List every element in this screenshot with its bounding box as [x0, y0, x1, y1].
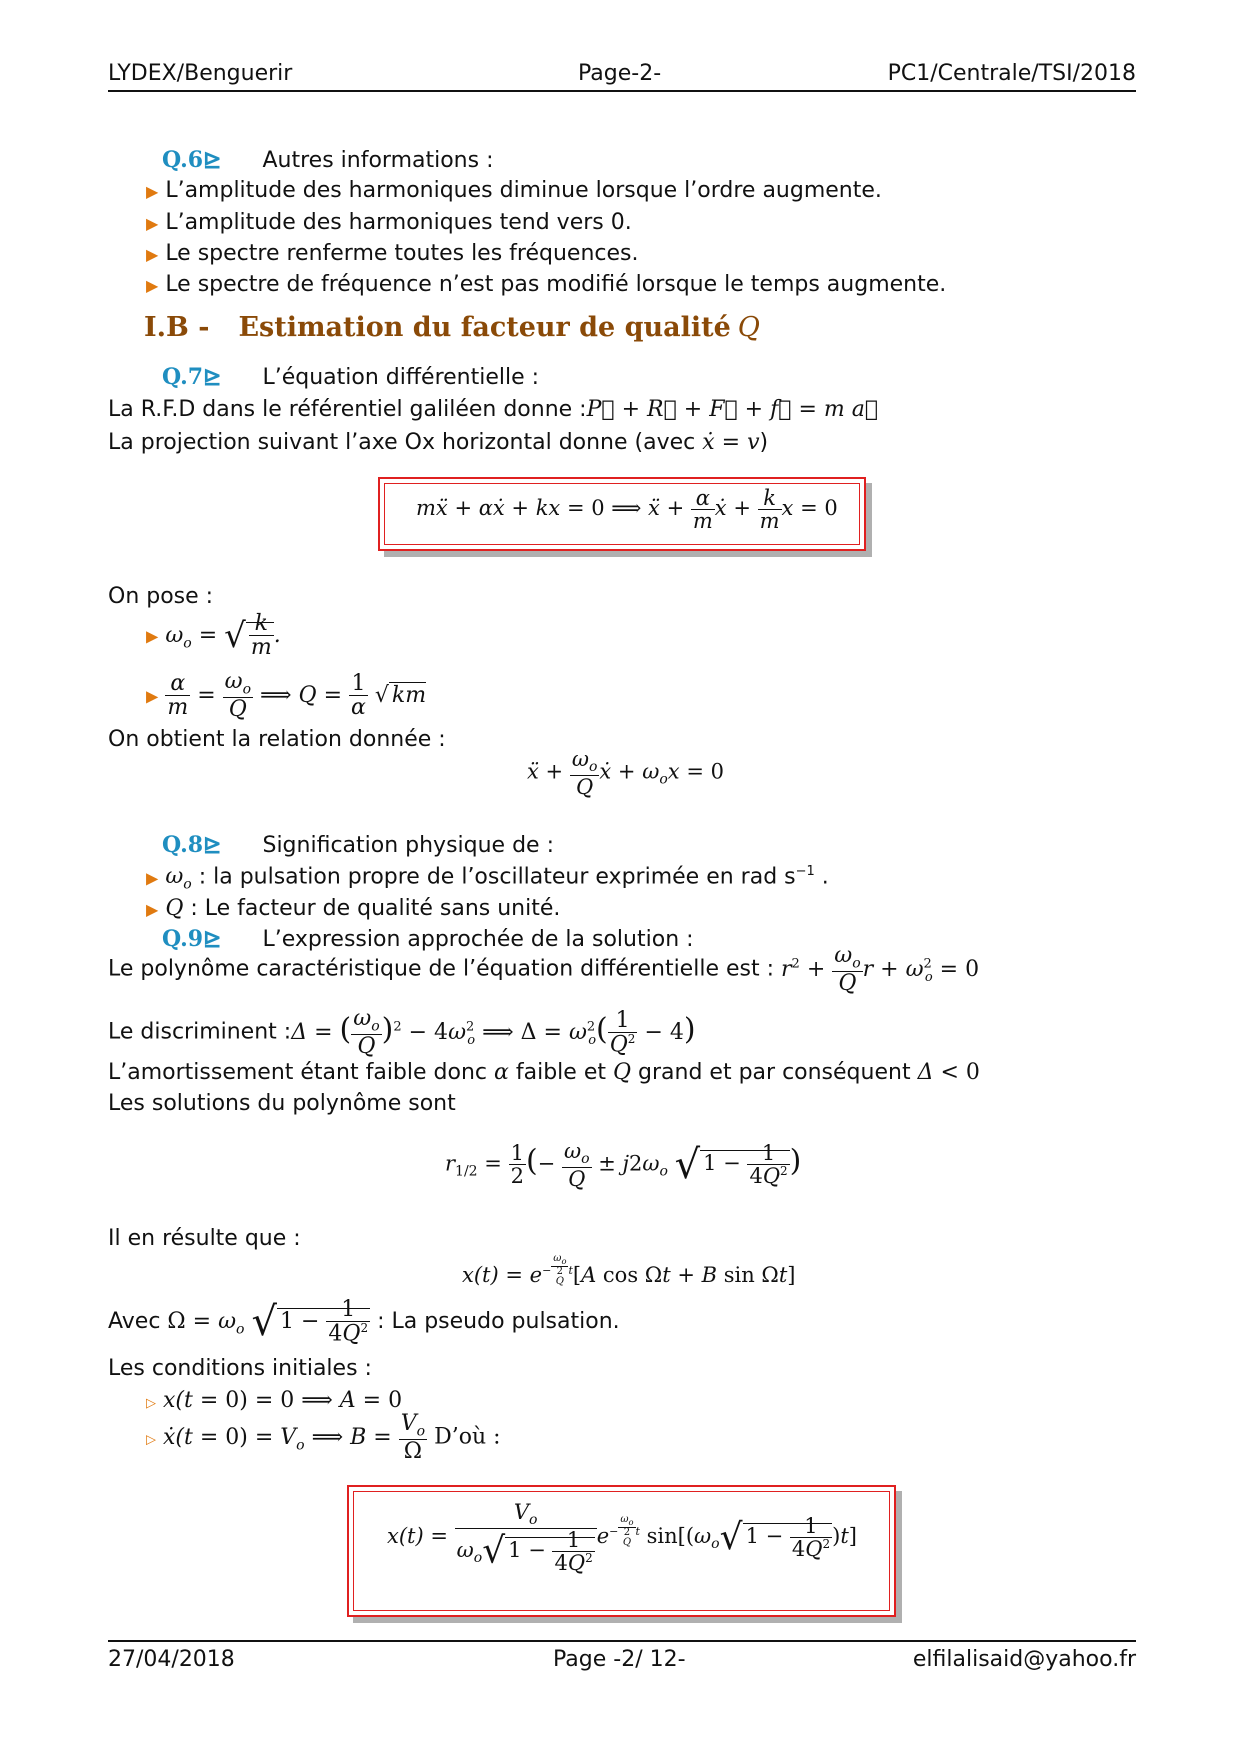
dou-text: D’où : — [434, 1424, 501, 1450]
bullet-triangle-icon: ▶ — [146, 214, 159, 233]
q9-amort-line: L’amortissement étant faible donc α faible et Q grand et par conséquent Δ < 0 — [108, 1060, 980, 1085]
q6-item-4 — [146, 272, 946, 297]
bullet-triangle-icon: ▶ — [146, 626, 159, 646]
q8-marker-icon: ⊵ — [203, 832, 222, 858]
q8-item-1: ▶ $\omega_o$ : la pulsation propre de l’oscillateur exprimée en rad $s^{-1}$ . — [146, 864, 829, 893]
general-solution: $x(t) = e^{- \omega_o 2 Q t}[A$ cos Ωt + B sin Ωt] — [462, 1253, 796, 1288]
q6-label: Q.6 — [162, 147, 204, 173]
bullet-small-triangle-icon: ▷ — [146, 1396, 156, 1411]
bullet-triangle-icon: ▶ — [146, 245, 159, 264]
q6-item-1 — [146, 178, 882, 203]
differential-equation: mẍ + αẋ + kx = 0 ⟹ ẍ + $\frac{\alpha}{m}$ ẋ + $\frac{k}{m}$ x = 0 — [416, 486, 838, 534]
section-number: I.B - — [144, 312, 210, 343]
q8-item-2-text: : Le facteur de qualité sans unité. — [190, 896, 561, 921]
footer-rule — [108, 1640, 1136, 1642]
q9-label: Q.9 — [162, 926, 204, 952]
q6-heading — [162, 147, 494, 173]
header-center: Page-2- — [578, 61, 662, 86]
q8-label: Q.8 — [162, 832, 204, 858]
q7-rfd-line — [108, 397, 878, 422]
obtient-label: On obtient la relation donnée : — [108, 727, 446, 752]
bullet-triangle-icon: ▶ — [146, 900, 159, 919]
bullet-triangle-icon: ▶ — [146, 276, 159, 295]
condition-2: ▷ ẋ(t = $0) = V_o$ ⟹ B = $\frac{V_o}{\Omega}$ D’où : — [146, 1411, 501, 1465]
q8-item-2: ▶ Q : Le facteur de qualité sans unité. — [146, 896, 561, 921]
header-left: LYDEX/Benguerir — [108, 61, 293, 86]
section-heading — [144, 312, 760, 343]
section-title: Estimation du facteur de qualité — [238, 312, 731, 343]
q9-poly-line: Le polynôme caractéristique de l’équation différentielle est : $r^2$ + $\frac{\omega_o}{Q}$ $r + \omega^2_o = 0$ — [108, 943, 980, 997]
boxed-equation-1 — [378, 477, 866, 551]
q7-heading — [162, 364, 539, 390]
q9-avec-line: Avec $\Omega = \omega_o$ √ 1 − $\frac{1}{4Q^2}$ : La pseudo pulsation. — [108, 1297, 620, 1347]
q9-discr-text: Le discriminent : — [108, 1019, 292, 1045]
q6-item-text: Le spectre de fréquence n’est pas modifié lorsque le temps augmente. — [165, 272, 947, 297]
footer-left: 27/04/2018 — [108, 1647, 235, 1672]
bullet-triangle-icon: ▶ — [146, 182, 159, 201]
q8-title: Signification physique de : — [262, 833, 554, 858]
q7-marker-icon: ⊵ — [203, 364, 222, 390]
bullet-small-triangle-icon: ▷ — [146, 1432, 156, 1448]
pseudo-text: : La pseudo pulsation. — [377, 1308, 620, 1334]
footer-center: Page -2/ 12- — [553, 1647, 686, 1672]
q9-poly-text: Le polynôme caractéristique de l’équation différentielle est : — [108, 956, 774, 982]
q6-item-3 — [146, 241, 638, 266]
on-pose-label: On pose : — [108, 584, 214, 609]
q7-label: Q.7 — [162, 364, 204, 390]
q6-item-text: L’amplitude des harmoniques diminue lorsque l’ordre augmente. — [165, 178, 882, 203]
q9-discr-line: Le discriminent :Δ = ( $\frac{\omega_o}{Q}$ )$^2 - 4\omega^2_o$ ⟹ $\Delta = \omega^2_o$( $\frac{1}{Q^2}$ − 4) — [108, 1006, 696, 1060]
q6-item-2 — [146, 210, 632, 235]
q9-title: L’expression approchée de la solution : — [262, 927, 694, 952]
footer-right[interactable]: elfilalisaid@yahoo.fr — [912, 1647, 1136, 1672]
q7-projection-line: La projection suivant l’axe Ox horizontal donne (avec ẋ = v) — [108, 430, 769, 455]
amort-text-c: grand et par conséquent — [638, 1060, 911, 1085]
boxed-final-solution — [347, 1485, 896, 1617]
resulting-equation: ẍ + $\frac{\omega_o}{Q}$ ẋ + $\omega_ox = 0$ — [527, 747, 724, 799]
pose-alpha: ▶ $\frac{\alpha}{m}$ = $\frac{\omega_o}{Q}$ ⟹ Q = $\frac{1}{\alpha}$ √ km — [146, 669, 427, 723]
amort-text-b: faible et — [515, 1060, 606, 1085]
q6-item-text: L’amplitude des harmoniques tend vers 0. — [165, 210, 632, 235]
q7-title: L’équation différentielle : — [262, 365, 540, 390]
condition-1: ▷ x(t = 0) = 0 ⟹ A = 0 — [146, 1388, 403, 1413]
roots-equation: $r_{1/2}$ = $\frac{1}{2}$ (− $\frac{\omega_o}{Q}$ ± $j2\omega_o$ √ 1 − $\frac{1}{4Q^2}$ ) — [445, 1139, 802, 1191]
q9-conditions-label: Les conditions initiales : — [108, 1356, 372, 1381]
q9-solutions-label: Les solutions du polynôme sont — [108, 1091, 456, 1116]
q8-item-1-text: : la pulsation propre de l’oscillateur exprimée en rad s — [198, 864, 796, 890]
q6-marker-icon: ⊵ — [203, 147, 222, 173]
q9-resulte-label: Il en résulte que : — [108, 1226, 301, 1251]
q8-heading — [162, 832, 554, 858]
bullet-triangle-icon: ▶ — [146, 868, 159, 888]
pose-omega: ▶ $\omega_o$ = √ $\frac{k}{m}$ . — [146, 611, 281, 661]
q7-projection-text: La projection suivant l’axe Ox horizontal donne (avec — [108, 430, 696, 455]
q9-marker-icon: ⊵ — [203, 926, 222, 952]
q6-item-text: Le spectre renferme toutes les fréquences. — [165, 241, 639, 266]
projection-condition: ẋ = v — [702, 430, 760, 455]
amort-text-a: L’amortissement étant faible donc — [108, 1060, 488, 1085]
bullet-triangle-icon: ▶ — [146, 686, 159, 706]
avec-text: Avec — [108, 1308, 161, 1334]
header-right: PC1/Centrale/TSI/2018 — [887, 61, 1136, 86]
rfd-equation: P⃗ + R⃗ + F⃗ + f⃗ = m a⃗ — [586, 397, 879, 422]
section-symbol: Q — [737, 312, 760, 343]
q7-rfd-text: La R.F.D dans le référentiel galiléen donne : — [108, 397, 587, 422]
q6-title: Autres informations : — [262, 148, 494, 173]
final-solution-equation: x(t) = $V_o$ $\omega_o√$ 1 − $\frac{1}{4Q^2}$ $e^{- \omega_o 2 Q t}$ $\sin[(\omega_o√$ 1 − $\frac{1}{4Q^2}$ )t] — [387, 1500, 857, 1575]
header-rule — [108, 90, 1136, 92]
